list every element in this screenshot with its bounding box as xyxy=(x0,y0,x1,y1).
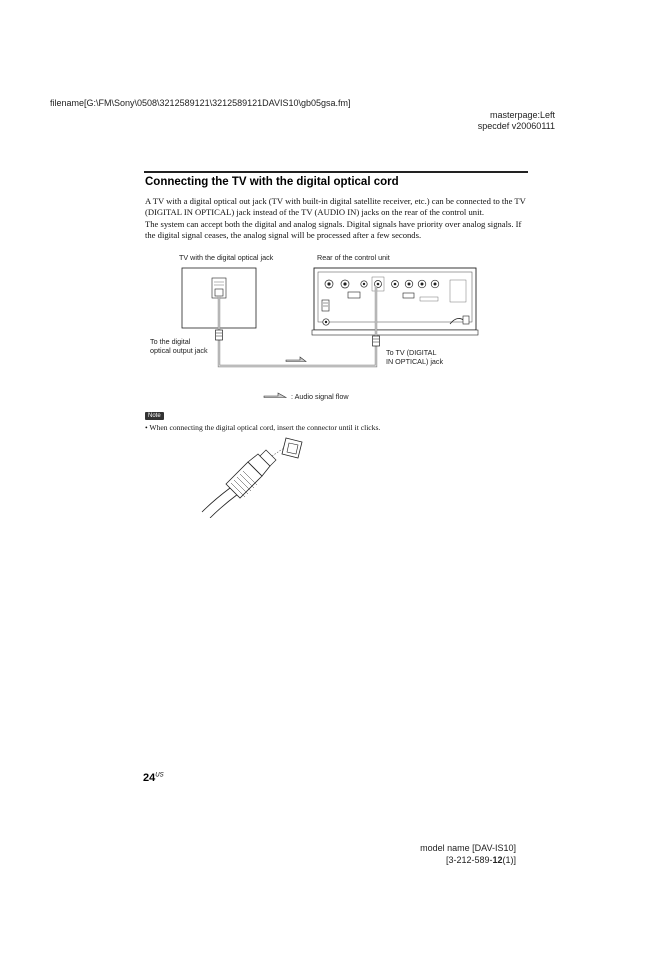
masterpage-meta: masterpage:Left xyxy=(489,110,555,120)
input-label-1: To TV (DIGITAL xyxy=(386,348,437,357)
output-label-1: To the digital xyxy=(150,337,191,346)
unit-side-connector xyxy=(373,336,380,346)
connection-diagram xyxy=(140,260,500,410)
note-text: • When connecting the digital optical cord, insert the connector until it clicks. xyxy=(145,423,381,432)
model-name: model name [DAV-IS10] xyxy=(420,843,516,853)
legend-arrow-icon xyxy=(264,393,286,398)
section-title: Connecting the TV with the digital optical cord xyxy=(145,176,399,188)
paragraph-2: The system can accept both the digital and analog signals. Digital signals have priority over analog signals. If the digital signal ceases, the analog signal will be processed after a few seconds. xyxy=(145,218,522,240)
optical-plug-icon xyxy=(202,448,284,518)
note-badge: Note xyxy=(145,412,164,420)
input-label-2: IN OPTICAL) jack xyxy=(386,357,444,366)
control-unit-icon xyxy=(312,268,478,335)
filename-meta: filename[G:\FM\Sony\0508\3212589121\3212589121DAVIS10\gb05gsa.fm] xyxy=(50,98,351,108)
output-label-2: optical output jack xyxy=(150,346,208,355)
tv-side-connector xyxy=(216,330,223,340)
unit-label: Rear of the control unit xyxy=(317,253,390,262)
page-suffix: US xyxy=(155,772,164,779)
tv-label: TV with the digital optical jack xyxy=(179,253,274,262)
signal-flow-arrow-icon xyxy=(286,357,306,362)
page-number: $24^{US}$ xyxy=(143,772,164,784)
section-body xyxy=(145,196,531,241)
part-number: [3-212-589-12(1)] xyxy=(445,855,516,865)
legend-label: : Audio signal flow xyxy=(291,392,349,401)
optical-jack-icon xyxy=(282,438,302,458)
section-rule xyxy=(144,171,528,173)
specdef-meta: specdef v20060111 xyxy=(477,121,555,131)
paragraph-1: A TV with a digital optical out jack (TV with built-in digital satellite receiver, etc.) can be connected to the TV (DIGITAL IN OPTICAL) jack instead of the TV (AUDIO IN) jacks on the rear of the control unit. xyxy=(145,196,526,218)
optical-connector-illustration xyxy=(200,432,310,518)
